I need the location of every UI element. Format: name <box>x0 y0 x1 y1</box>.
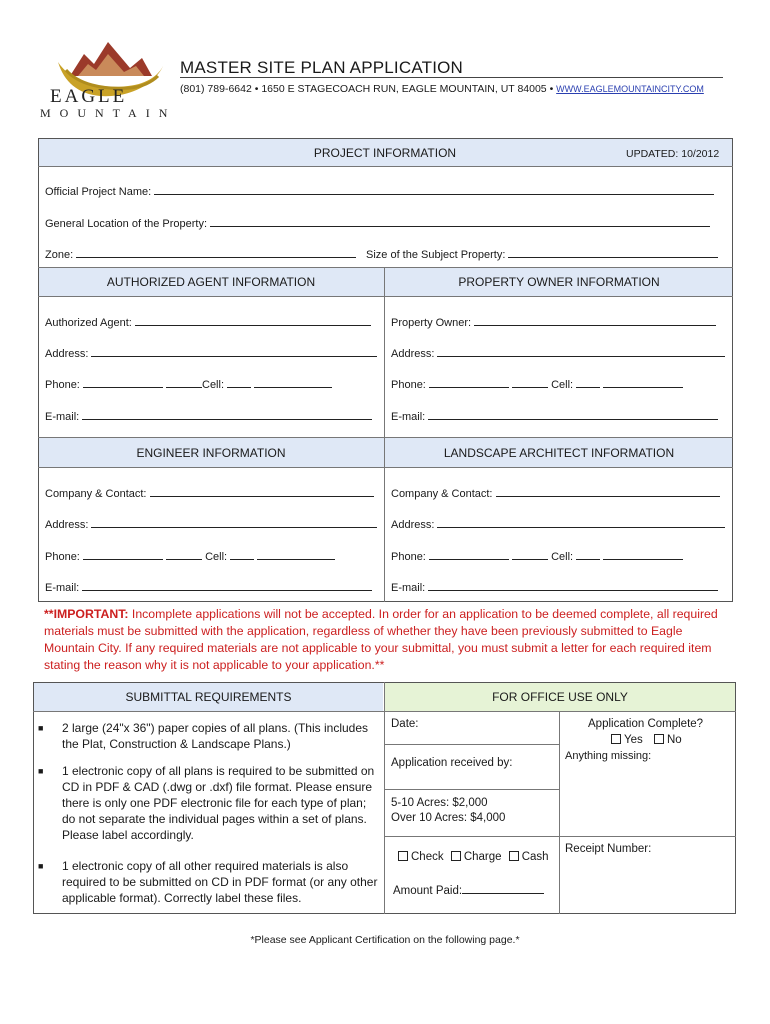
owner-name-label: Property Owner: <box>391 317 472 329</box>
important-label: **IMPORTANT: <box>44 607 129 621</box>
anything-missing-field[interactable]: Anything missing: <box>565 750 652 762</box>
agent-email-field[interactable] <box>45 409 379 423</box>
project-name-field[interactable] <box>45 184 725 198</box>
logo-wordmark-mountain: MOUNTAIN <box>40 106 177 120</box>
owner-phone-field[interactable] <box>391 377 727 391</box>
fee-small: 5-10 Acres: $2,000 <box>391 797 488 809</box>
location-label: General Location of the Property: <box>45 218 208 230</box>
important-text: Incomplete applications will not be accepted. In order for an application to be deemed complete, all required materials must be submitted with the application, regardless of whether they have been previously submitted to Eagle Mountain City. If any required materials are not applicable to your submittal, you must submit a letter for each required item stating the reason why it is not applicable to your application.** <box>44 607 718 672</box>
property-size-field[interactable] <box>366 247 726 261</box>
agent-cell-label: Cell: <box>202 379 225 391</box>
owner-name-field[interactable] <box>391 315 727 329</box>
received-by-field[interactable]: Application received by: <box>391 757 513 769</box>
contact-line <box>180 83 704 95</box>
owner-info-heading: PROPERTY OWNER INFORMATION <box>458 275 660 289</box>
submittal-item <box>38 858 378 906</box>
divider <box>384 789 559 790</box>
submittal-item-text: 2 large (24"x 36") paper copies of all plans. (This includes the Plat, Construction & Landscape Plans.) <box>62 721 369 751</box>
document-title: MASTER SITE PLAN APPLICATION <box>180 58 464 77</box>
engineer-email-label: E-mail: <box>45 582 80 594</box>
check-label: Check <box>411 851 444 863</box>
project-info-heading: PROJECT INFORMATION <box>313 146 457 160</box>
yes-no-options <box>611 734 682 746</box>
title-rule <box>180 77 723 78</box>
footer-note: *Please see Applicant Certification on the following page.* <box>250 934 520 946</box>
info-table <box>38 138 733 602</box>
cash-checkbox[interactable] <box>509 851 519 861</box>
charge-label: Charge <box>463 851 502 863</box>
zone-field[interactable] <box>45 247 365 261</box>
divider <box>38 166 733 167</box>
column-divider <box>384 682 385 914</box>
submittal-item <box>38 763 378 843</box>
project-name-label: Official Project Name: <box>45 186 152 198</box>
owner-email-field[interactable] <box>391 409 727 423</box>
website-link[interactable]: WWW.EAGLEMOUNTAINCITY.COM <box>556 84 704 94</box>
charge-checkbox[interactable] <box>451 851 461 861</box>
landscape-email-field[interactable] <box>391 580 727 594</box>
updated-date: UPDATED: 10/2012 <box>626 148 720 160</box>
engineer-phone-field[interactable] <box>45 549 379 563</box>
receipt-number-field[interactable]: Receipt Number: <box>565 843 652 855</box>
agent-address-field[interactable] <box>45 346 379 360</box>
no-checkbox[interactable] <box>654 734 664 744</box>
no-label: No <box>666 734 682 746</box>
important-notice <box>44 606 734 674</box>
agent-phone-field[interactable] <box>45 377 379 391</box>
submittal-item-text: 1 electronic copy of all other required materials is also required to be submitted on CD in PDF format (or any other applicable format). Correctly label these files. <box>62 859 378 905</box>
divider <box>384 744 559 745</box>
owner-email-label: E-mail: <box>391 411 426 423</box>
landscape-phone-label: Phone: <box>391 551 426 563</box>
agent-name-field[interactable] <box>45 315 379 329</box>
fee-large: Over 10 Acres: $4,000 <box>391 812 506 824</box>
submittal-item-text: 1 electronic copy of all plans is required to be submitted on CD in PDF & CAD (.dwg or .dxf) file format. Please ensure there is only one PDF electronic file for each type of plan; do not separate the individual pages within a set of plans. Please label accordingly. <box>62 764 375 842</box>
bullet-icon: ■ <box>38 723 44 733</box>
engineer-email-field[interactable] <box>45 580 379 594</box>
office-column-divider <box>559 711 560 914</box>
landscape-company-label: Company & Contact: <box>391 488 493 500</box>
owner-address-field[interactable] <box>391 346 727 360</box>
yes-checkbox[interactable] <box>611 734 621 744</box>
cash-label: Cash <box>521 851 549 863</box>
engineer-address-field[interactable] <box>45 517 379 531</box>
engineer-company-label: Company & Contact: <box>45 488 147 500</box>
application-complete-label: Application Complete? <box>588 718 704 730</box>
landscape-phone-field[interactable] <box>391 549 727 563</box>
landscape-address-label: Address: <box>391 519 435 531</box>
check-checkbox[interactable] <box>398 851 408 861</box>
agent-phone-label: Phone: <box>45 379 80 391</box>
engineer-company-field[interactable] <box>45 486 379 500</box>
engineer-cell-label: Cell: <box>205 551 228 563</box>
zone-label: Zone: <box>45 249 74 261</box>
landscape-cell-label: Cell: <box>551 551 574 563</box>
property-size-label: Size of the Subject Property: <box>366 249 506 261</box>
divider <box>384 836 736 837</box>
landscape-info-heading: LANDSCAPE ARCHITECT INFORMATION <box>443 446 675 460</box>
submittal-item <box>38 720 378 752</box>
date-field[interactable]: Date: <box>391 718 419 730</box>
divider <box>38 296 733 297</box>
engineer-address-label: Address: <box>45 519 89 531</box>
agent-info-heading: AUTHORIZED AGENT INFORMATION <box>106 275 316 289</box>
payment-method <box>398 851 549 863</box>
landscape-email-label: E-mail: <box>391 582 426 594</box>
landscape-company-field[interactable] <box>391 486 727 500</box>
bullet-icon: ■ <box>38 861 44 871</box>
amount-paid-label: Amount Paid: <box>393 885 463 897</box>
logo-wordmark-eagle: EAGLE <box>50 86 128 107</box>
contact-info: (801) 789-6642 • 1650 E STAGECOACH RUN, EAGLE MOUNTAIN, UT 84005 • <box>180 83 554 95</box>
yes-label: Yes <box>624 734 643 746</box>
column-divider <box>384 437 385 602</box>
divider <box>38 467 733 468</box>
agent-email-label: E-mail: <box>45 411 80 423</box>
engineer-phone-label: Phone: <box>45 551 80 563</box>
submittal-heading: SUBMITTAL REQUIREMENTS <box>125 690 292 704</box>
owner-phone-label: Phone: <box>391 379 426 391</box>
landscape-address-field[interactable] <box>391 517 727 531</box>
bullet-icon: ■ <box>38 766 44 776</box>
agent-address-label: Address: <box>45 348 89 360</box>
owner-cell-label: Cell: <box>551 379 574 391</box>
agent-name-label: Authorized Agent: <box>45 317 132 329</box>
column-divider <box>384 267 385 437</box>
location-field[interactable] <box>45 216 725 230</box>
engineer-info-heading: ENGINEER INFORMATION <box>136 446 286 460</box>
office-heading: FOR OFFICE USE ONLY <box>492 690 628 704</box>
owner-address-label: Address: <box>391 348 435 360</box>
amount-paid-field[interactable] <box>393 883 544 897</box>
